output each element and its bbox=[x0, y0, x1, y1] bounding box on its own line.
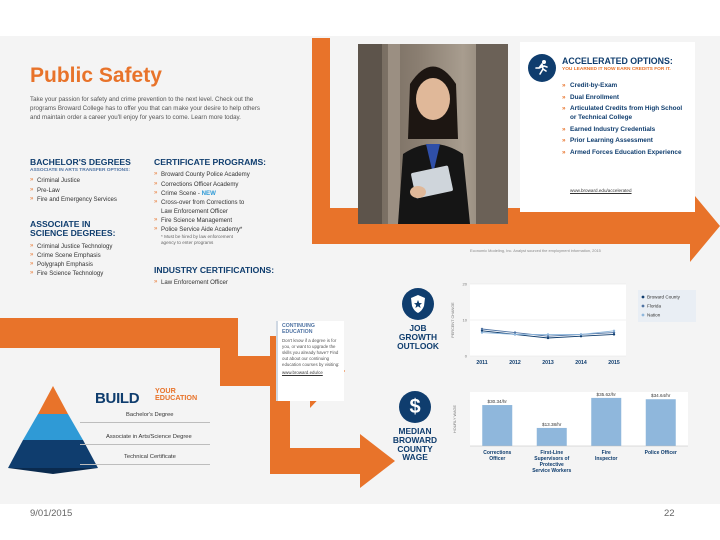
accelerated-subtitle: YOU LEARNED IT NOW EARN CREDITS FOR IT. bbox=[562, 67, 671, 72]
job-growth-block bbox=[388, 288, 448, 350]
education-pyramid bbox=[8, 384, 98, 474]
list-item: Law Enforcement Officer bbox=[161, 208, 228, 216]
page-number: 22 bbox=[664, 508, 675, 519]
list-item: » Fire Science Technology bbox=[30, 269, 150, 278]
education-word: EDUCATION bbox=[155, 393, 198, 403]
x-tick-label: Service Workers bbox=[532, 468, 572, 474]
wage-chart bbox=[448, 386, 698, 501]
certificates-heading: CERTIFICATE PROGRAMS: bbox=[154, 157, 267, 167]
legend-marker bbox=[642, 314, 645, 317]
industry-heading: INDUSTRY CERTIFICATIONS: bbox=[154, 265, 275, 275]
y-tick-label: 0 bbox=[464, 353, 467, 359]
accelerated-title: ACCELERATED OPTIONS: bbox=[562, 56, 673, 66]
pyramid-level-3: Technical Certificate bbox=[124, 454, 176, 460]
list-item: » Armed Forces Education Experience bbox=[562, 149, 690, 158]
legend-label: Broward County bbox=[647, 294, 680, 300]
series-point bbox=[514, 333, 516, 335]
list-item: » Criminal Justice Technology bbox=[30, 242, 150, 251]
list-item: » Crime Scene Emphasis bbox=[30, 251, 150, 260]
certificate-note-line1: * Must be hired by law enforcement bbox=[161, 234, 234, 240]
legend-label: Florida bbox=[647, 303, 662, 309]
page-title: Public Safety bbox=[30, 64, 162, 87]
wage-line2: BROWARD bbox=[392, 434, 438, 445]
x-tick-label: Supervisors of bbox=[534, 456, 570, 462]
wage-line3: COUNTY bbox=[397, 443, 433, 454]
continuing-url[interactable]: www.broward.edu/ce bbox=[282, 370, 323, 376]
pyramid-top bbox=[38, 386, 68, 414]
x-tick-label: Protective bbox=[539, 462, 564, 468]
new-badge: NEW bbox=[201, 189, 216, 197]
your-word: YOUR bbox=[155, 386, 176, 395]
bar bbox=[482, 405, 512, 446]
accelerated-url[interactable]: www.broward.edu/accelerated bbox=[570, 188, 632, 193]
bachelors-section bbox=[30, 158, 150, 204]
list-item: » Pre-Law bbox=[30, 186, 150, 195]
pyramid-divider bbox=[80, 464, 210, 465]
job-growth-line1: JOB bbox=[409, 323, 427, 333]
list-item: » Fire and Emergency Services bbox=[30, 195, 150, 204]
y-axis-label: HOURLY WAGE bbox=[453, 405, 457, 433]
source-note: Economic Modeling, Inc. Analyst sourced the employment information, 2015 bbox=[470, 248, 601, 253]
certificate-note-line2: agency to enter programs bbox=[161, 240, 214, 246]
x-tick-label: 2012 bbox=[509, 360, 521, 366]
list-item: » Broward County Police Academy bbox=[154, 170, 304, 179]
x-tick-label: Officer bbox=[489, 456, 506, 462]
badge-icon bbox=[402, 288, 434, 320]
footer-date: 9/01/2015 bbox=[30, 508, 73, 519]
continuing-title-line1: CONTINUING bbox=[282, 323, 315, 329]
x-tick-label: 2013 bbox=[542, 360, 554, 366]
student-photo-illustration bbox=[358, 44, 508, 224]
wage-block bbox=[385, 391, 445, 462]
list-item: » Credit-by-Exam bbox=[562, 82, 690, 91]
dollar-icon bbox=[399, 391, 431, 423]
pyramid-divider bbox=[80, 444, 210, 445]
industry-section bbox=[154, 266, 304, 288]
brochure-page bbox=[0, 36, 720, 504]
x-tick-label: 2011 bbox=[476, 360, 488, 366]
series-point bbox=[547, 333, 549, 335]
bar bbox=[591, 398, 621, 446]
continuing-education-box bbox=[276, 321, 344, 401]
associate-section bbox=[30, 220, 150, 278]
continuing-text: Don't know if a degree is for you, or want to upgrade the skills you already have? Find out about our continuing education courses by visiting: bbox=[282, 338, 340, 368]
bachelors-list bbox=[30, 176, 150, 203]
series-point bbox=[580, 333, 582, 335]
list-item: » Prior Learning Assessment bbox=[562, 137, 690, 146]
data-label: $35.62/hr bbox=[596, 391, 616, 397]
x-tick-label: Corrections bbox=[483, 450, 512, 456]
x-tick-label: Fire bbox=[601, 450, 611, 456]
legend-label: Nation bbox=[647, 312, 661, 318]
associate-heading-line2: SCIENCE DEGREES: bbox=[30, 228, 116, 239]
associate-heading-line1: ASSOCIATE IN bbox=[30, 219, 91, 229]
legend-marker bbox=[642, 296, 645, 299]
series-point bbox=[613, 330, 615, 332]
intro-paragraph: Take your passion for safety and crime prevention to the next level. Check out the programs Broward College has to offer you that can make your desire to help others and maintain order a career you'll enjoy for years to come. Learn more today. bbox=[30, 96, 260, 121]
y-tick-label: 20 bbox=[462, 281, 467, 287]
accelerated-panel bbox=[520, 42, 695, 212]
data-label: $13.38/hr bbox=[542, 421, 562, 427]
pyramid-level-1: Bachelor's Degree bbox=[126, 412, 174, 418]
job-growth-line3: OUTLOOK bbox=[397, 340, 439, 351]
bachelors-subheading: ASSOCIATE IN ARTS TRANSFER OPTIONS: bbox=[30, 168, 130, 174]
certificates-section bbox=[154, 158, 304, 246]
job-growth-chart bbox=[448, 276, 698, 366]
your-education-label bbox=[155, 387, 197, 401]
list-item: » Polygraph Emphasis bbox=[30, 260, 150, 269]
list-item: » Dual Enrollment bbox=[562, 94, 690, 103]
list-item: » Fire Science Management bbox=[154, 216, 304, 225]
industry-list bbox=[154, 278, 304, 287]
bachelors-heading: BACHELOR'S DEGREES bbox=[30, 157, 131, 167]
bar bbox=[646, 399, 676, 446]
list-item: » Earned Industry Credentials bbox=[562, 126, 690, 135]
x-tick-label: First-Line bbox=[540, 450, 564, 456]
dollar-symbol: $ bbox=[409, 395, 421, 418]
data-label: $30.34/hr bbox=[487, 399, 507, 405]
x-tick-label: Inspector bbox=[594, 456, 618, 462]
x-tick-label: 2015 bbox=[608, 360, 620, 366]
list-item: » Police Service Aide Academy* bbox=[154, 225, 304, 234]
list-item: » Criminal Justice bbox=[30, 176, 150, 185]
wage-line1: MEDIAN bbox=[398, 426, 432, 436]
series-point bbox=[481, 328, 483, 330]
bar bbox=[537, 428, 567, 446]
accelerated-list bbox=[562, 82, 690, 160]
list-item: » Law Enforcement Officer bbox=[154, 278, 304, 287]
continuing-title-line2: EDUCATION bbox=[282, 328, 313, 335]
pyramid-divider bbox=[80, 422, 210, 423]
y-axis-label: PERCENT CHANGE bbox=[451, 302, 455, 338]
x-tick-label: 2014 bbox=[575, 360, 587, 366]
runner-icon bbox=[528, 54, 556, 82]
series-point bbox=[481, 331, 483, 333]
associate-list bbox=[30, 242, 150, 279]
y-tick-label: 10 bbox=[462, 317, 467, 323]
build-word: BUILD bbox=[95, 390, 140, 407]
list-item: » Articulated Credits from High School or Technical College bbox=[562, 105, 690, 122]
list-item: » Corrections Officer Academy bbox=[154, 180, 304, 189]
crime-scene-label: Crime Scene bbox=[161, 189, 197, 197]
pyramid-middle bbox=[23, 414, 83, 440]
certificates-list bbox=[154, 170, 304, 234]
job-growth-line2: GROWTH bbox=[398, 331, 438, 342]
student-photo bbox=[358, 44, 508, 224]
wage-line4: WAGE bbox=[402, 452, 428, 463]
list-item: » Crime Scene - NEW bbox=[154, 189, 304, 198]
data-label: $34.64/hr bbox=[651, 393, 671, 399]
pyramid-level-2: Associate in Arts/Science Degree bbox=[106, 434, 192, 440]
list-item: » Cross-over from Corrections to bbox=[154, 198, 304, 207]
x-tick-label: Police Officer bbox=[644, 450, 677, 456]
legend-marker bbox=[642, 305, 645, 308]
